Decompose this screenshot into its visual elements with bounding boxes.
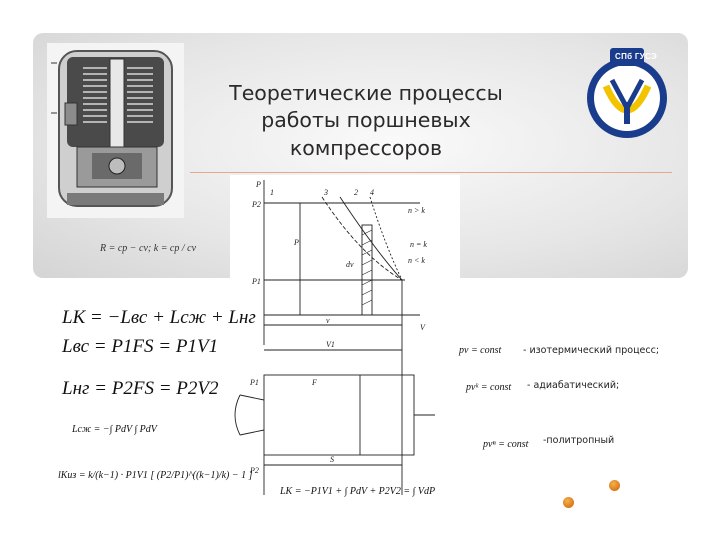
slide-title	[196, 80, 536, 162]
v-label: V	[420, 323, 425, 332]
adiabatic-equation: pvᵏ = const	[466, 382, 512, 393]
p-mid-label: P	[294, 238, 299, 247]
p1-label: P1	[252, 277, 261, 286]
n-lt-k-label: n < k	[408, 256, 425, 265]
title-line-1: Теоретические процессы	[229, 81, 503, 105]
polytropic-label: -политропный	[543, 435, 615, 446]
dv-label: dv	[346, 260, 354, 269]
indicator-diagram	[230, 175, 460, 515]
title-divider	[190, 172, 672, 173]
gas-constant-formula: R = cp − cv; k = cp / cv	[100, 243, 197, 254]
s-label: S	[330, 455, 334, 464]
point-2-label: 2	[354, 188, 358, 197]
logo-text: СПб ГУСЭ	[615, 52, 657, 61]
bullet-dot	[563, 497, 574, 508]
p2-valve-label: P2	[250, 466, 259, 475]
n-eq-k-label: n = k	[410, 240, 427, 249]
work-bottom-equation: LК = −P1V1 + ∫ PdV + P2V2 = ∫ VdP	[280, 486, 436, 497]
polytropic-equation: pvⁿ = const	[483, 439, 529, 450]
title-line-2: работы поршневых	[261, 108, 471, 133]
university-logo	[584, 46, 670, 142]
work-discharge-equation: Lнг = P2FS = P2V2	[62, 378, 219, 399]
work-compression-equation: Lсж = −∫ PdV ∫ PdV	[72, 424, 157, 435]
work-polytropic-equation: lКиз = k/(k−1) · P1V1 [ (P2/P1)^((k−1)/k) − 1 ]	[58, 470, 253, 481]
isothermal-equation: pv = const	[459, 345, 502, 356]
title-line-3: компрессоров	[289, 135, 443, 160]
point-3-label: 3	[324, 188, 328, 197]
p1-valve-label: P1	[250, 378, 259, 387]
work-total-equation: LК = −Lвс + Lсж + Lнг	[62, 307, 256, 328]
f-label: F	[312, 378, 317, 387]
adiabatic-label: - адиабатический;	[527, 380, 620, 391]
compressor-image	[47, 43, 184, 218]
work-suction-equation: Lвс = P1FS = P1V1	[62, 336, 219, 357]
point-1-label: 1	[270, 188, 274, 197]
point-4-label: 4	[370, 188, 374, 197]
n-gt-k-label: n > k	[408, 206, 425, 215]
p-axis-label: P	[256, 180, 261, 189]
p2-label: P2	[252, 200, 261, 209]
v1-label: V1	[326, 340, 335, 349]
isothermal-label: - изотермический процесс;	[523, 345, 660, 356]
bullet-dot	[609, 480, 620, 491]
v-small-label: v	[326, 316, 330, 325]
